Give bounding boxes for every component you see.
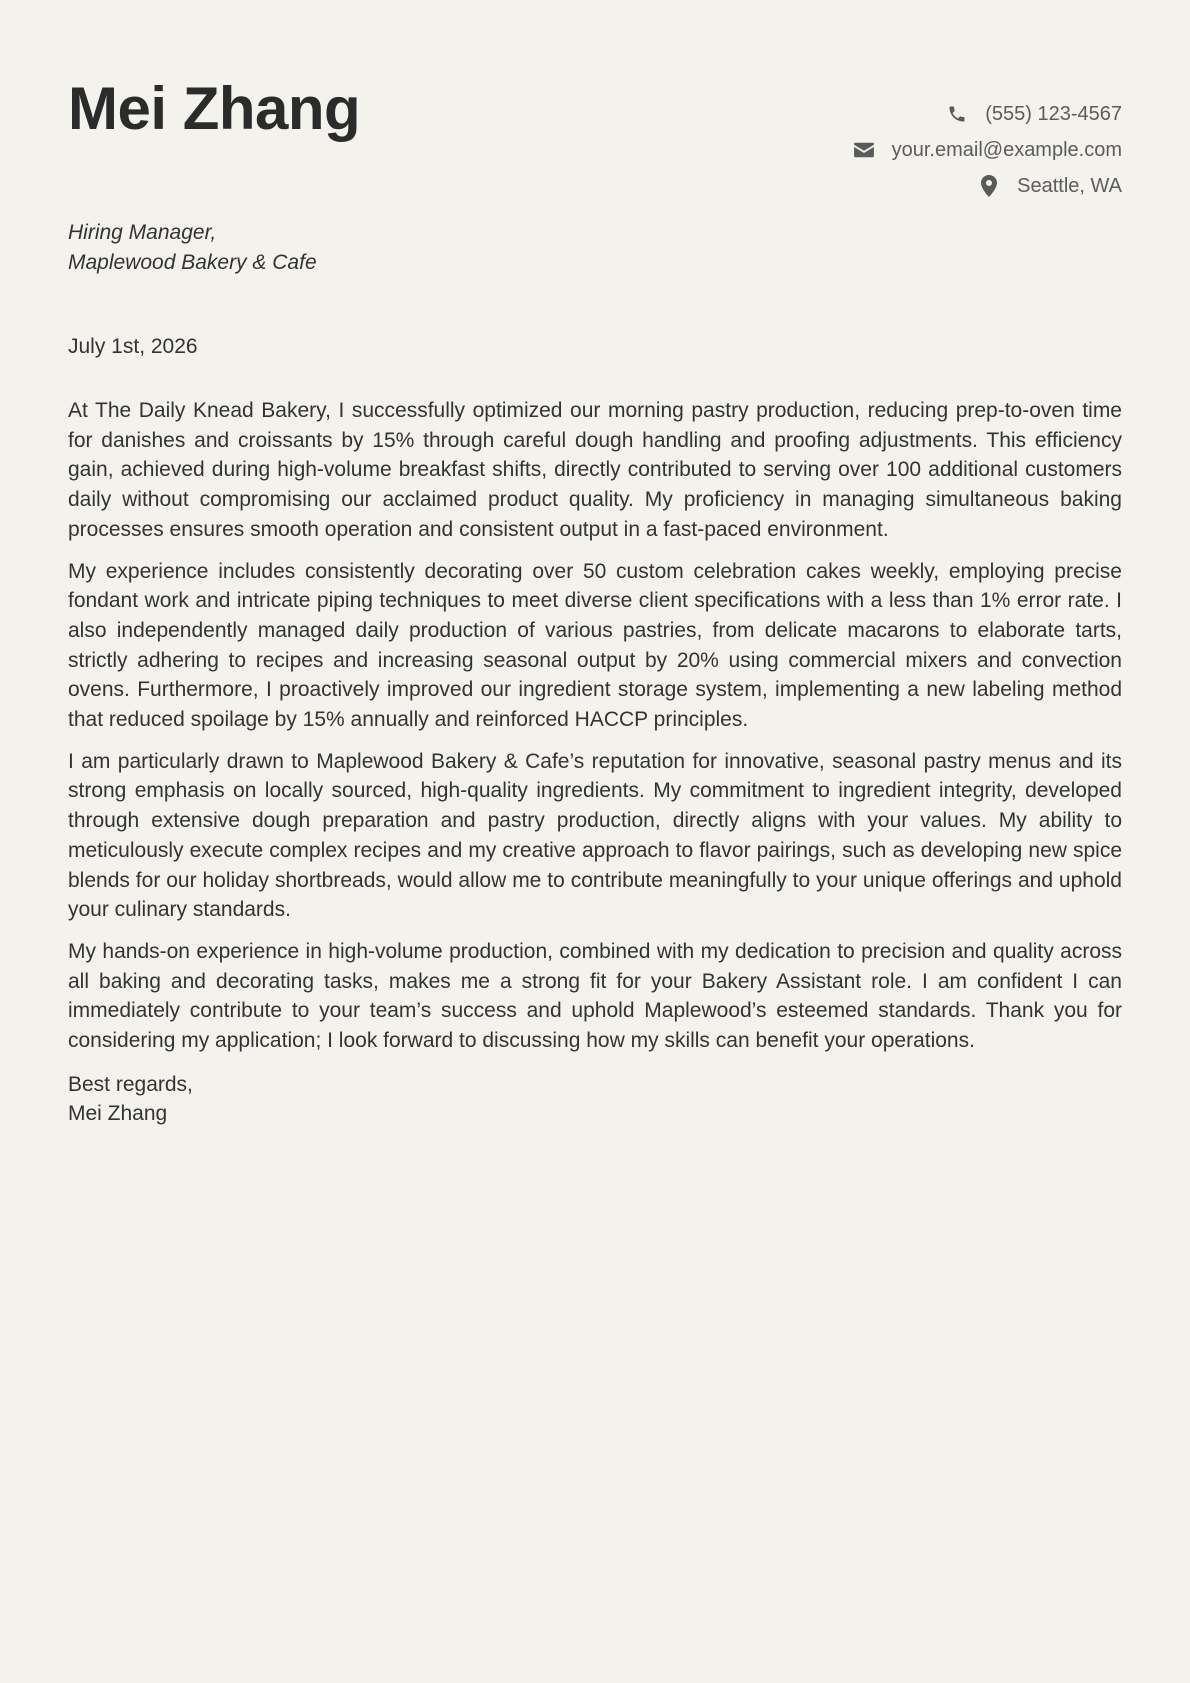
closing-signature: Mei Zhang bbox=[68, 1102, 168, 1126]
letter-date: July 1st, 2026 bbox=[68, 335, 198, 358]
letter-header bbox=[68, 0, 1122, 205]
contact-info bbox=[852, 96, 1122, 204]
contact-phone: (555) 123-4567 bbox=[985, 102, 1122, 125]
contact-location: Seattle, WA bbox=[1017, 174, 1122, 197]
letter-body bbox=[68, 396, 1122, 1129]
body-paragraph-1: At The Daily Knead Bakery, I successfully optimized our morning pastry production, reducing prep-to-oven time for danishes and croissants by 15% through careful dough handling and proofing adjustments. This efficiency gain, achieved during high-volume breakfast shifts, directly contributed to serving over 100 additional customers daily without compromising our acclaimed product quality. My proficiency in managing simultaneous baking processes ensures smooth operation and consistent output in a fast-paced environment. bbox=[68, 399, 1122, 541]
body-paragraph-2: My experience includes consistently decorating over 50 custom celebration cakes weekly, employing precise fondant work and intricate piping techniques to meet diverse client specifications with a less than 1% error rate. I also independently managed daily production of various pastries, from delicate macarons to elaborate tarts, strictly adhering to recipes and increasing seasonal output by 20% using commercial mixers and convection ovens. Furthermore, I proactively improved our ingredient storage system, implementing a new labeling method that reduced spoilage by 15% annually and reinforced HACCP principles. bbox=[68, 559, 1122, 732]
sender-name: Mei Zhang bbox=[68, 75, 361, 142]
closing-salutation: Best regards, bbox=[68, 1072, 193, 1096]
recipient-company: Maplewood Bakery & Cafe bbox=[68, 251, 317, 274]
body-paragraph-3: I am particularly drawn to Maplewood Bakery & Cafe’s reputation for innovative, seasonal pastry menus and its strong emphasis on locally sourced, high-quality ingredients. My commitment to ingredient integrity, developed through extensive dough preparation and pastry production, directly aligns with your values. My ability to meticulously execute complex recipes and my creative approach to flavor pairings, such as developing new spice blends for our holiday shortbreads, would allow me to contribute meaningfully to your unique offerings and uphold your culinary standards. bbox=[68, 749, 1122, 922]
letter-closing bbox=[68, 1070, 1122, 1129]
cover-letter-page bbox=[68, 0, 1122, 1126]
body-paragraph-4: My hands-on experience in high-volume production, combined with my dedication to precision and quality across all baking and decorating tasks, makes me a strong fit for your Bakery Assistant role. I am confident I can immediately contribute to your team’s success and uphold Maplewood’s esteemed standards. Thank you for considering my application; I look forward to discussing how my skills can benefit your operations. bbox=[68, 939, 1122, 1053]
map-pin-icon bbox=[977, 174, 1001, 198]
recipient-block bbox=[68, 218, 317, 278]
contact-location-row bbox=[852, 168, 1122, 204]
envelope-icon bbox=[852, 138, 876, 162]
contact-email: your.email@example.com bbox=[891, 138, 1122, 161]
contact-email-row bbox=[852, 132, 1122, 168]
contact-phone-row bbox=[852, 96, 1122, 132]
recipient-title: Hiring Manager, bbox=[68, 221, 217, 244]
phone-icon bbox=[945, 102, 969, 126]
